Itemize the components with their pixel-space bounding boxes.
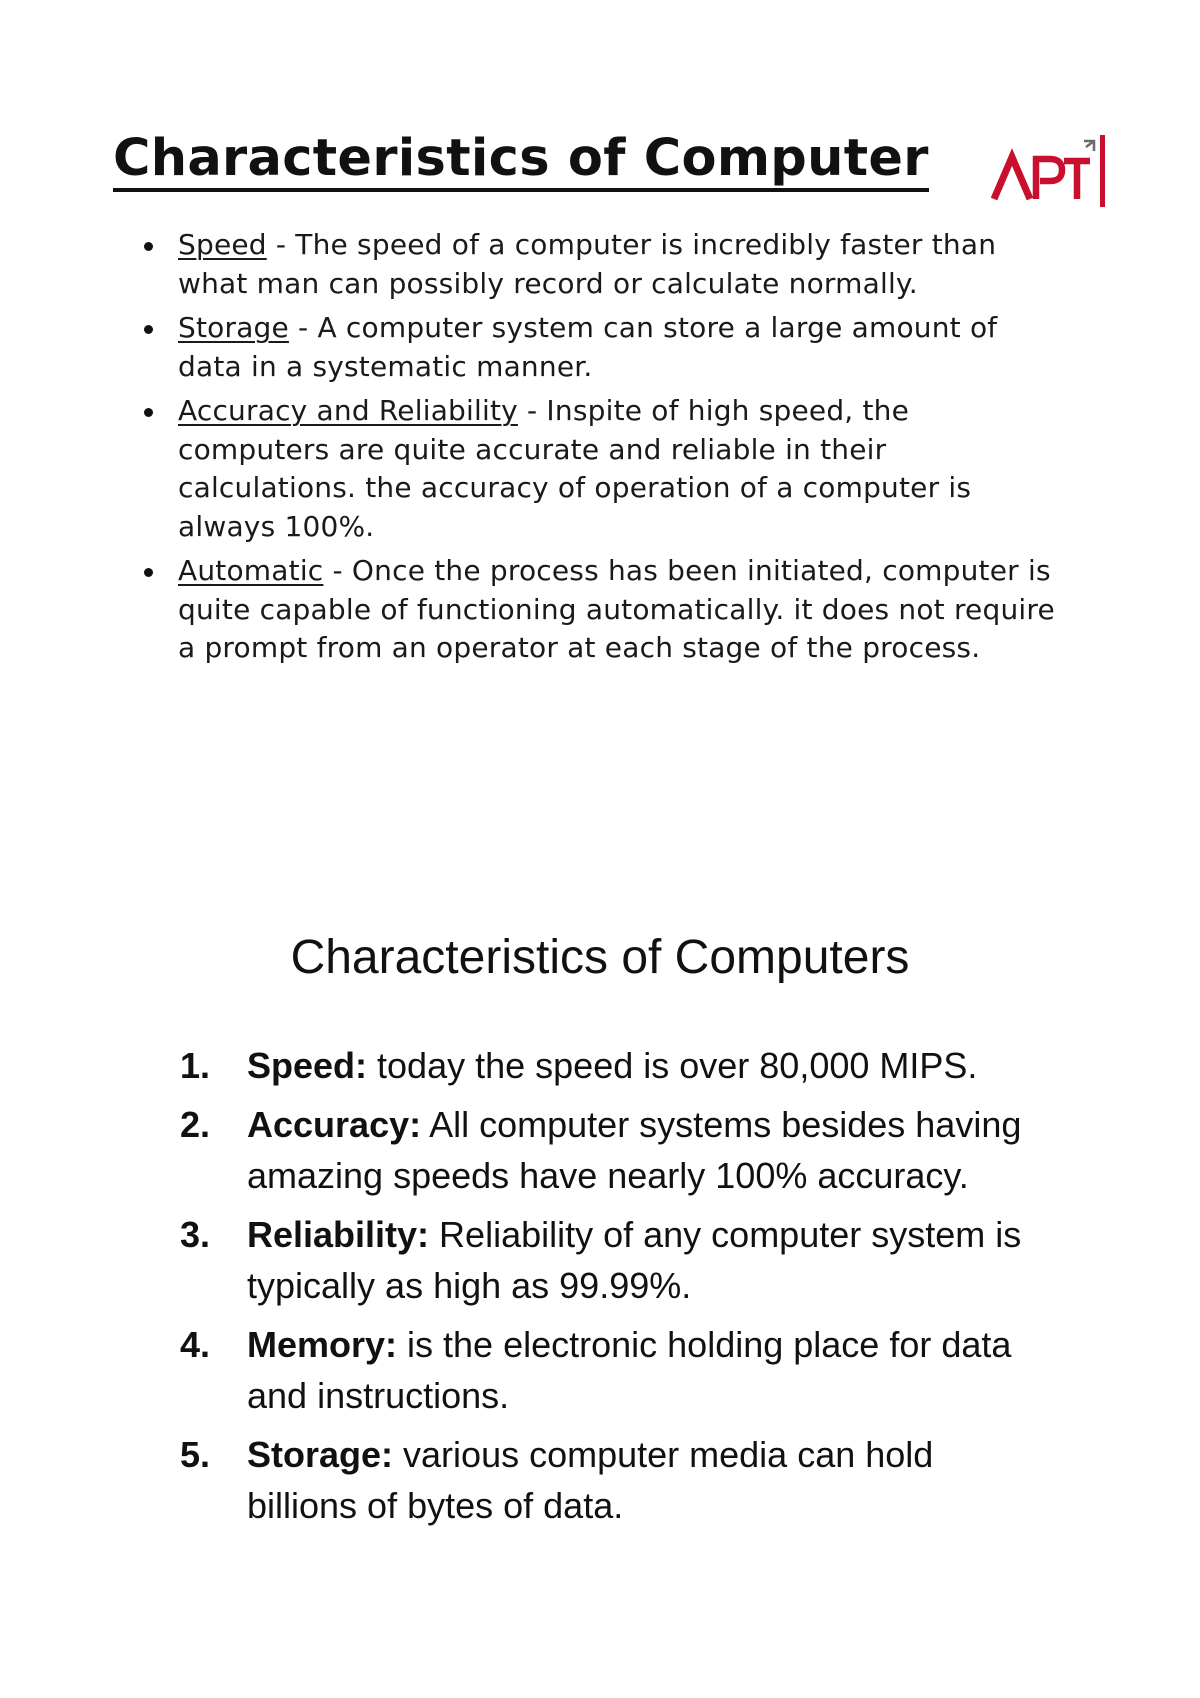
bullet-text: - Once the process has been initiated, computer is quite capable of functioning automatically. it does not require a prompt from an operator at each stage of the process. [178,554,1055,664]
item-number: 5. [180,1434,211,1475]
item-text: today the speed is over 80,000 MIPS. [367,1045,978,1086]
section2-title: Characteristics of Computers [290,931,910,984]
item-term: Memory: [247,1324,398,1365]
item-number: 3. [180,1214,211,1255]
numbered-item-storage [180,1429,1040,1531]
bullet-item-storage [178,309,1058,386]
item-text: various computer media can hold billions of bytes of data. [247,1434,934,1526]
section2-numbered-list [180,1040,1040,1539]
item-text: is the electronic holding place for data and instructions. [247,1324,1012,1416]
item-text: Reliability of any computer system is typically as high as 99.99%. [247,1214,1022,1306]
bullet-term: Accuracy and Reliability [178,394,518,427]
numbered-item-reliability [180,1209,1040,1311]
item-number: 4. [180,1324,211,1365]
numbered-item-accuracy [180,1099,1040,1201]
bullet-term: Automatic [178,554,324,587]
item-text: All computer systems besides having amazing speeds have nearly 100% accuracy. [247,1104,1022,1196]
item-term: Accuracy: [247,1104,422,1145]
bullet-item-accuracy-reliability [178,392,1058,546]
bullet-item-automatic [178,552,1058,668]
section1-title: Characteristics of Computer [113,133,929,192]
item-number: 1. [180,1045,211,1086]
bullet-term: Speed [178,228,267,261]
bullet-item-speed [178,226,1058,303]
item-term: Storage: [247,1434,394,1475]
section1-bullet-list [178,226,1058,674]
item-number: 2. [180,1104,211,1145]
bullet-text: - The speed of a computer is incredibly faster than what man can possibly record or calculate normally. [178,228,997,300]
bullet-text: - Inspite of high speed, the computers are quite accurate and reliable in their calculations. the accuracy of operation of a computer is always 100%. [178,394,972,543]
item-term: Reliability: [247,1214,430,1255]
apt-logo [990,133,1105,207]
bullet-term: Storage [178,311,289,344]
numbered-item-memory [180,1319,1040,1421]
section1-header [113,129,1133,213]
apt-logo-graphic [990,133,1105,207]
item-term: Speed: [247,1045,368,1086]
numbered-item-speed [180,1040,1040,1091]
bullet-text: - A computer system can store a large amount of data in a systematic manner. [178,311,998,383]
